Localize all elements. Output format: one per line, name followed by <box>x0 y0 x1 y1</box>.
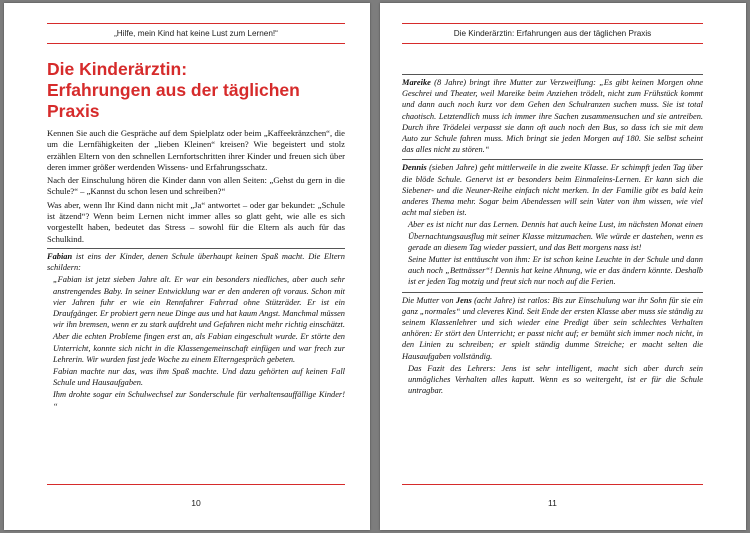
case-body: geht mittlerweile in die zweite Klasse. Er schimpft jeden Tag über die blöde Schule. Genervt ist er besonders beim Einmaleins-Lernen. Er kann sich die Siebener- und die Neuner-Reihe einfach nicht merken. In der Familie gibt es bald kein anderes Thema mehr. Sogar beim Abendessen will sein Vater von ihm wissen, wie viel acht mal sieben ist. <box>402 163 703 218</box>
chapter-title-line1: Die Kinderärztin: <box>47 59 188 79</box>
case-box-fabian <box>47 248 345 412</box>
page-content <box>47 59 345 412</box>
paragraph-intro: Kennen Sie auch die Gespräche auf dem Spielplatz oder beim „Kaffeekränzchen“, die um die Lernfähigkeiten der „lieben Kleinen“ kreisen? Wie begeistert und stolz erzählen Eltern von den schnellen Lernfortschritten ihrer Kinder und freuen sich über deren immer größer werdenden Wissens- und Erfahrungsschatz. <box>47 128 345 172</box>
chapter-title <box>47 59 345 122</box>
case-jens-text <box>402 295 703 362</box>
case-dennis-p2: Aber es ist nicht nur das Lernen. Dennis hat auch keine Lust, im nächsten Monat einen Übernachtungsausflug mit seiner Klasse mitzumachen. Wie würde er dastehen, wenn es gerade an diesem Tag wieder passiert, und das Bett morgens nass ist! <box>408 220 703 252</box>
case-mareike-text <box>402 77 703 155</box>
page-number: 10 <box>191 498 201 508</box>
header-rule-top <box>47 23 345 24</box>
case-dennis-p3: Seine Mutter ist enttäuscht von ihm: Er ist schon keine Leuchte in der Schule und dann auch noch „Bettnässer“! Dennis hat keine Ahnung, wie er das ändern könnte. Deshalb ist er jeden Tag motzig und freut sich nur noch auf die Ferien. <box>408 255 703 287</box>
page-number: 11 <box>548 498 557 508</box>
case-age: (8 Jahre) <box>430 78 467 87</box>
running-header: Die Kinderärztin: Erfahrungen aus der täglichen Praxis <box>453 29 652 38</box>
case-age: (acht Jahre) <box>471 295 516 305</box>
case-body: ist ratlos: Bis zur Einschulung war ihr Sohn für sie ein ganz „normales“ und cleveres Kind. Seit Ende der ersten Klasse aber muss sie ständig zu seinem Klassenlehrer und sich wieder eine Predigt über sein schlechtes Verhalten anhören: Er stört den Unterricht; er passt nicht auf; er bemüht sich immer noch nicht, in den Linien zu schreiben; er spielt ständig dumme Streiche; er macht selten die Hausaufgaben vollständig. <box>402 295 703 361</box>
case-quote-4: Ihm drohte sogar ein Schulwechsel zur Sonderschule für verhaltensauffällige Kinder! “ <box>53 390 345 411</box>
case-dennis-text <box>402 162 703 218</box>
case-age: (sieben Jahre) <box>426 163 478 173</box>
case-box-dennis <box>402 159 703 287</box>
case-name: Mareike <box>402 78 431 87</box>
case-jens-p2: Das Fazit des Lehrers: Jens ist sehr intelligent, macht sich aber durch sein unmögliches Verhalten alles kaputt. Wenn es so weitergeht, ist er für die Schule untragbar. <box>408 363 703 396</box>
page-11 <box>380 3 746 530</box>
footer-rule <box>47 484 345 485</box>
case-intro-text: ist eins der Kinder, denen Schule überhaupt keinen Spaß macht. Die Eltern schildern: <box>47 251 345 273</box>
chapter-title-line2: Erfahrungen aus der täglichen Praxis <box>47 80 300 121</box>
page-10 <box>4 3 370 530</box>
footer-rule <box>402 484 703 485</box>
case-intro <box>47 251 345 273</box>
case-quote-1: „Fabian ist jetzt sieben Jahre alt. Er war ein besonders niedliches, aber auch sehr anstrengendes Baby. In seiner Entwicklung war er den anderen oft voraus. Schon mit vier Jahren fuhr er wie ein Rennfahrer Fahrrad ohne Stützräder. Er ist ein Draufgänger. Er probiert gern neue Dinge aus und hat kaum Angst. Manchmal müssen wir ihn bremsen, wenn er zu stark aufdreht und Gefahren nicht mehr richtig einschätzt. <box>53 275 345 330</box>
case-name: Fabian <box>47 251 73 261</box>
case-quote-2: Aber die echten Probleme fingen erst an, als Fabian eingeschult wurde. Er störte den Unterricht, konnte sich nicht in die Klassengemeinschaft einfügen und war frech zur Lehrerin. Wir wurden fast jede Woche zu einem Elterngespräch gebeten. <box>53 332 345 364</box>
paragraph-stress: Was aber, wenn Ihr Kind dann nicht mit „Ja“ antwortet – oder gar bekundet: „Schule ist ätzend“? Wenn beim Lernen nicht immer alles so glatt geht, wie alle es sich vorgestellt haben, bedeutet das Stress – sowohl für die Eltern als auch für das Schulkind. <box>47 199 345 244</box>
case-name: Dennis <box>402 163 427 173</box>
case-quote-3: Fabian machte nur das, was ihm Spaß machte. Und dazu gehörten auf keinen Fall Schule und Hausaufgaben. <box>53 367 345 388</box>
case-prefix: Die Mutter von <box>402 295 456 305</box>
paragraph-school-questions: Nach der Einschulung hören die Kinder dann von allen Seiten: „Gehst du gern in die Schule?“ – „Kannst du schon lesen und schreiben?“ <box>47 175 345 197</box>
case-body: bringt ihre Mutter zur Verzweiflung: „Es gibt keinen Morgen ohne Geschrei und Theater, weil Mareike beim Anziehen trödelt, nicht zum Frühstück kommt und dann auch noch kurz vor dem Gehen den Schulranzen suchen muss. Sie ist total chaotisch. Letztendlich muss ich immer ihre Sachen zusammensuchen und sie antreiben. Durch ihre Trödelei verpasst sie dann oft auch noch den Bus, so dass ich sie mit dem Auto zur Schule fahren muss. Mich bringt sie jeden Morgen auf 180. Sie selbst scheint das alles nicht zu stören.“ <box>402 78 703 155</box>
case-name: Jens <box>455 295 472 305</box>
case-box-mareike <box>402 74 703 155</box>
case-box-jens <box>402 292 703 397</box>
header-rule-bottom <box>47 43 345 44</box>
page-content <box>402 71 703 396</box>
running-header: „Hilfe, mein Kind hat keine Lust zum Lernen!“ <box>114 29 278 38</box>
header-rule-bottom <box>402 43 703 44</box>
header-rule-top <box>402 23 703 24</box>
